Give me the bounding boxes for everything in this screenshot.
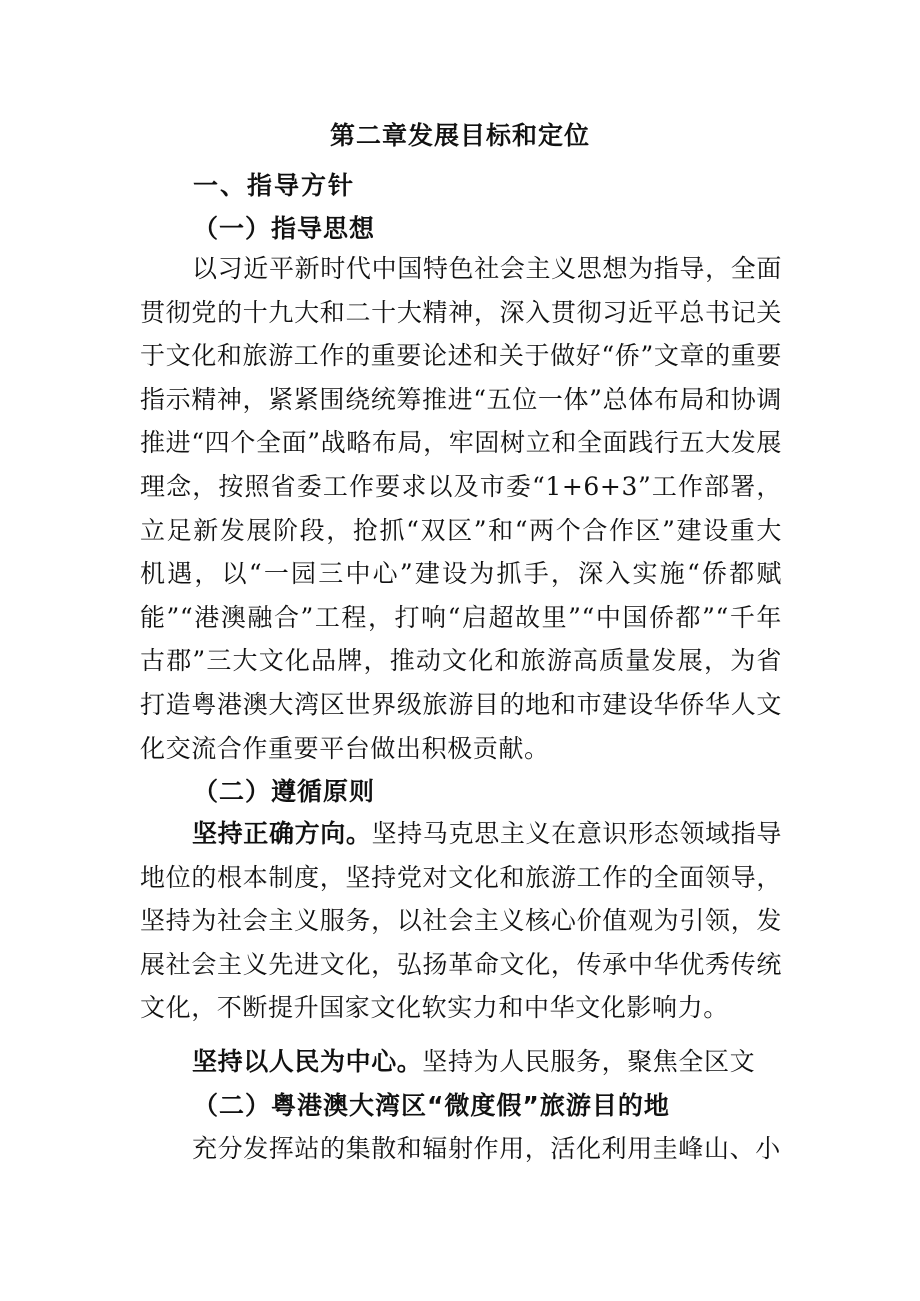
principle-lead-direction: 坚持正确方向。	[192, 819, 372, 848]
principle-paragraph-people	[140, 1040, 782, 1084]
principle-lead-people: 坚持以人民为中心。	[192, 1047, 423, 1076]
subsection-heading-guiding-thought: （一）指导思想	[193, 214, 376, 243]
section-heading-micro-vacation: （二）粤港澳大湾区“微度假”旅游目的地	[193, 1091, 670, 1120]
principle-body-direction: 坚持马克思主义在意识形态领域指导地位的根本制度，坚持党对文化和旅游工作的全面领导，坚持为社会主义服务，以社会主义核心价值观为引领，发展社会主义先进文化，弘扬革命文化，传承中华优秀传统文化，不断提升国家文化软实力和中华文化影响力。	[140, 819, 783, 1023]
micro-vacation-paragraph: 充分发挥站的集散和辐射作用，活化利用圭峰山、小	[192, 1134, 781, 1163]
section-heading-guiding-policy: 一、指导方针	[193, 171, 356, 200]
principle-body-people: 坚持为人民服务，聚焦全区文	[422, 1047, 756, 1076]
subsection-heading-principles: （二）遵循原则	[193, 777, 376, 806]
guiding-thought-paragraph: 以习近平新时代中国特色社会主义思想为指导，全面贯彻党的十九大和二十大精神，深入贯彻习近平总书记关于文化和旅游工作的重要论述和关于做好“侨”文章的重要指示精神，紧紧围绕统筹推进“五位一体”总体布局和协调推进“四个全面”战略布局，牢固树立和全面践行五大发展理念，按照省委工作要求以及市委“1+6+3”工作部署，立足新发展阶段，抢抓“双区”和“两个合作区”建设重大机遇，以“一园三中心”建设为抓手，深入实施“侨都赋能”“港澳融合”工程，打响“启超故里”“中国侨都”“千年古郡”三大文化品牌，推动文化和旅游高质量发展，为省打造粤港澳大湾区世界级旅游目的地和市建设华侨华人文化交流合作重要平台做出积极贡献。	[140, 254, 782, 763]
principle-paragraph-direction	[140, 812, 782, 1030]
chapter-title: 第二章发展目标和定位	[329, 121, 590, 150]
